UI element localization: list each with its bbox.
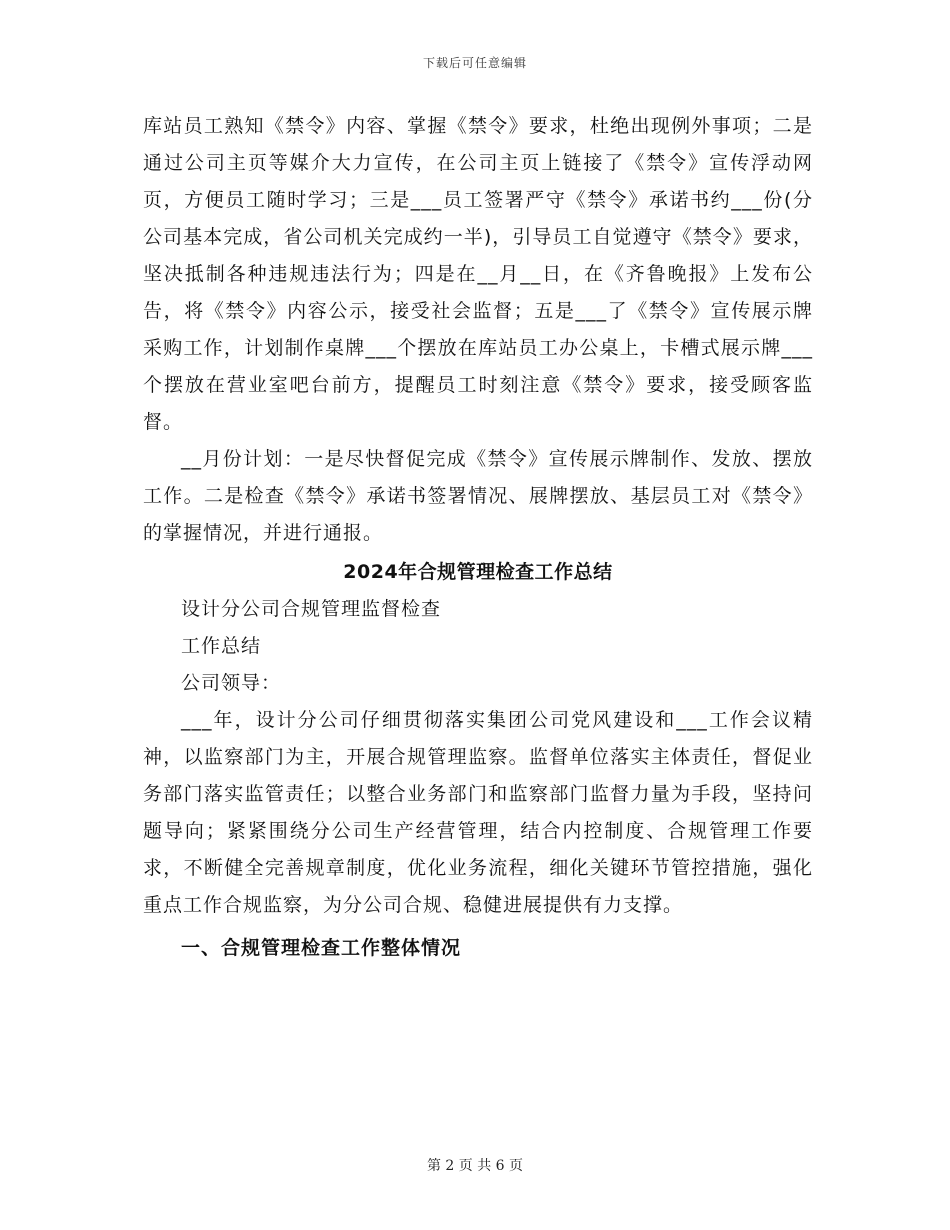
subtitle-line-2: 工作总结: [181, 635, 262, 657]
document-body: [143, 108, 813, 967]
document-title: 2024年合规管理检查工作总结: [343, 561, 613, 583]
paragraph-monthly-plan: __月份计划：一是尽快督促完成《禁令》宣传展示牌制作、发放、摆放工作。二是检查《禁令》承诺书签署情况、展牌摆放、基层员工对《禁令》的掌握情况，并进行通报。: [143, 448, 813, 544]
page-number: 第 2 页 共 6 页: [426, 1158, 524, 1174]
salutation: 公司领导：: [181, 672, 282, 694]
section-heading-1: 一、合规管理检查工作整体情况: [181, 937, 462, 959]
header-note: 下载后可任意编辑: [422, 56, 527, 70]
paragraph-summary: ___年，设计分公司仔细贯彻落实集团公司党风建设和___工作会议精神，以监察部门为主，开展合规管理监察。监督单位落实主体责任，督促业务部门落实监管责任；以整合业务部门和监察部门监督力量为手段，坚持问题导向；紧紧围绕分公司生产经营管理，结合内控制度、合规管理工作要求，不断健全完善规章制度，优化业务流程，细化关键环节管控措施，强化重点工作合规监察，为分公司合规、稳健进展提供有力支撑。: [143, 709, 813, 916]
paragraph-ban-publicity: 库站员工熟知《禁令》内容、掌握《禁令》要求，杜绝出现例外事项；二是通过公司主页等媒介大力宣传，在公司主页上链接了《禁令》宣传浮动网页，方便员工随时学习；三是___员工签署严守《禁令》承诺书约___份(分公司基本完成，省公司机关完成约一半)，引导员工自觉遵守《禁令》要求，坚决抵制各种违规违法行为；四是在__月__日，在《齐鲁晚报》上发布公告，将《禁令》内容公示，接受社会监督；五是___了《禁令》宣传展示牌采购工作，计划制作桌牌___个摆放在库站员工办公桌上，卡槽式展示牌___个摆放在营业室吧台前方，提醒员工时刻注意《禁令》要求，接受顾客监督。: [143, 115, 813, 433]
subtitle-line-1: 设计分公司合规管理监督检查: [181, 598, 442, 620]
